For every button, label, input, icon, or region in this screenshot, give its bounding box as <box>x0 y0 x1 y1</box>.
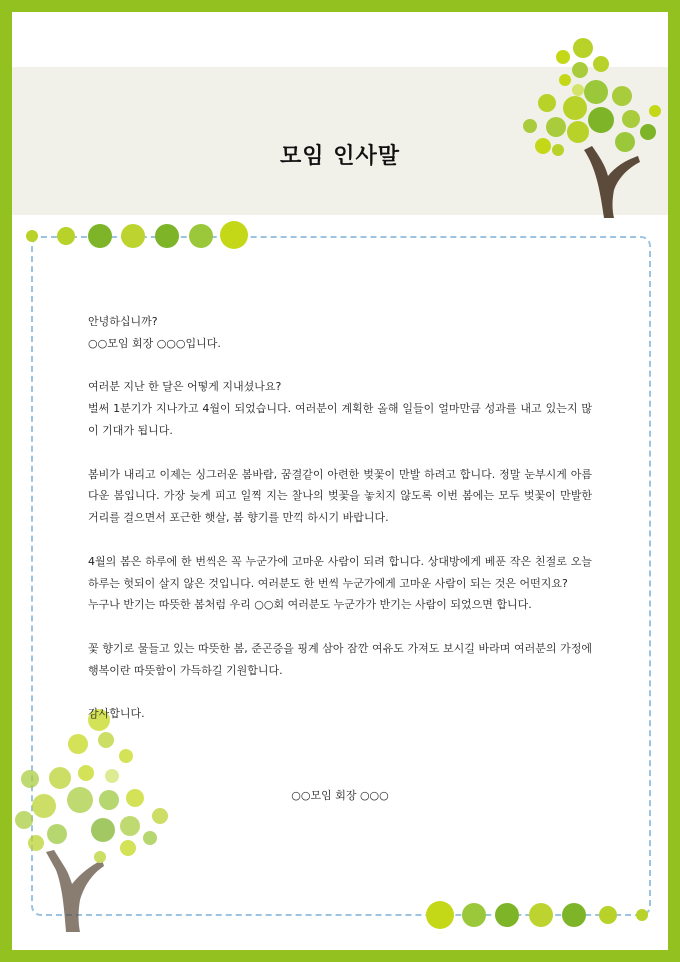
paragraph-4: 꽃 향기로 물들고 있는 따뜻한 봄, 준곤증을 핑계 삼아 잠깐 여유도 가져도 보시길 바라며 여러분의 가정에 행복이란 따뜻함이 가득하길 기원합니다. <box>88 641 592 677</box>
signature: ○○모임 회장 ○○○ <box>291 789 389 802</box>
top-dot-row <box>26 221 248 249</box>
greeting <box>88 311 592 355</box>
paragraph-1-line-1: 여러분 지난 한 달은 어떻게 지내셨나요? <box>88 380 282 394</box>
paragraph-3-line-1: 4월의 봄은 하루에 한 번씩은 꼭 누군가에 고마운 사람이 되려 합니다. 상대방에게 베푼 작은 친절로 오늘 하루는 헛되이 살지 않은 것입니다. 여러분도 한 번씩 누군가에게 고마운 사람이 되는 것은 어떤지요? <box>88 554 592 590</box>
greeting-line-1: 안녕하십니까? <box>88 315 158 328</box>
paragraph-1-line-2: 벌써 1분기가 지나가고 4월이 되었습니다. 여러분이 계획한 올해 일들이 얼마만큼 성과를 내고 있는지 많이 기대가 됩니다. <box>88 402 592 437</box>
greeting-line-2: ○○모임 회장 ○○○입니다. <box>88 336 221 350</box>
closing: 감사합니다. <box>88 707 145 721</box>
bottom-dot-row <box>426 901 648 929</box>
paragraph-2: 봄비가 내리고 이제는 싱그러운 봄바람, 꿈결같이 아련한 벚꽃이 만발 하려고 합니다. 정말 눈부시게 아름다운 봄입니다. 가장 늦게 피고 일찍 지는 찰나의 벚꽃을 놓치지 않도록 이번 봄에는 모두 벚꽃이 만발한 거리를 걸으면서 포근한 햇살, 봄 향기를 만끽 하시기 바랍니다. <box>88 467 592 525</box>
paragraph-3-line-2: 누구나 반기는 따뜻한 봄처럼 우리 ○○회 여러분도 누군가가 반기는 사람이 되었으면 합니다. <box>88 598 532 612</box>
paragraph-1 <box>88 376 592 441</box>
letter-body <box>88 311 592 747</box>
page-title: 모임 인사말 <box>280 144 400 169</box>
paragraph-3 <box>88 551 592 616</box>
tree-icon <box>523 38 661 218</box>
